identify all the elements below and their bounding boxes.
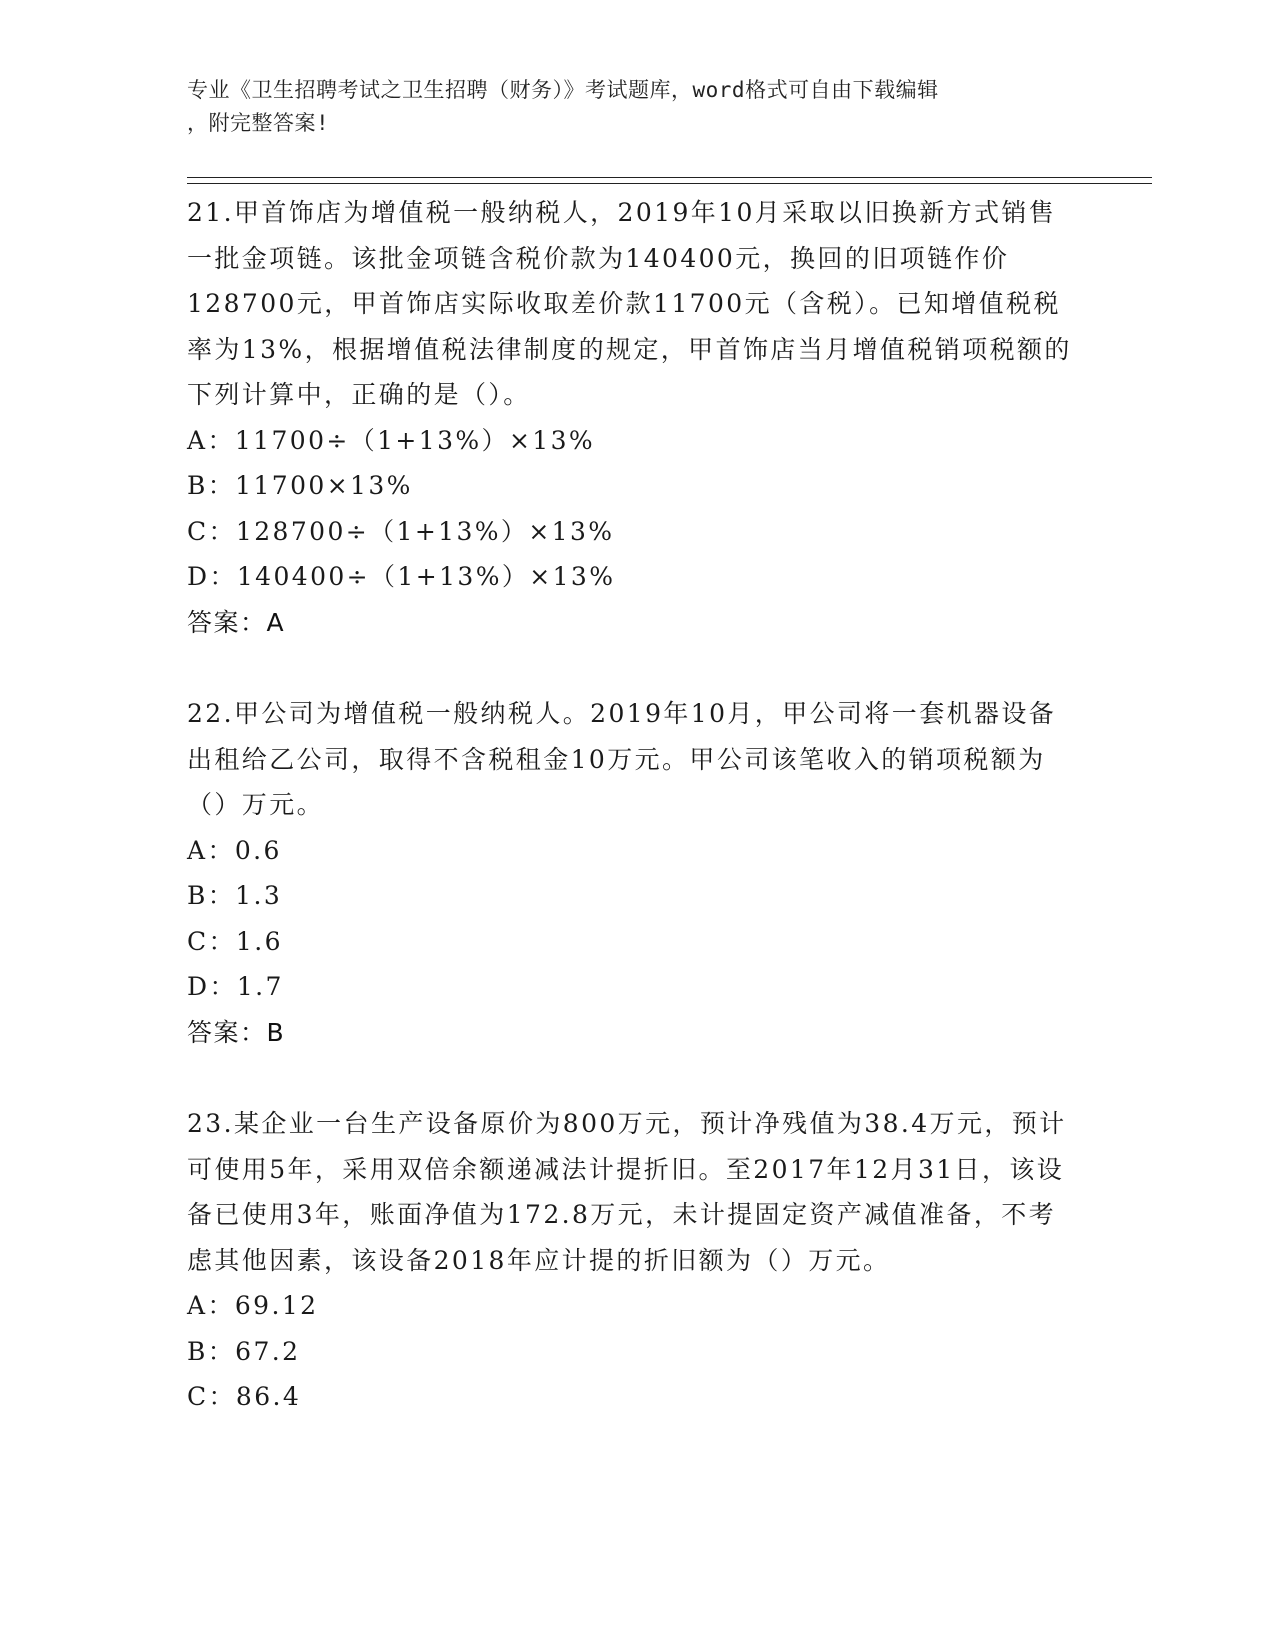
question-stem: 21.甲首饰店为增值税一般纳税人，2019年10月采取以旧换新方式销售一批金项链。该批金项链含税价款为140400元，换回的旧项链作价128700元，甲首饰店实际收取差价款11700元（含税）。已知增值税税率为13%，根据增值税法律制度的规定，甲首饰店当月增值税销项税额的下列计算中，正确的是（）。 <box>187 198 1072 409</box>
document-header <box>187 74 1087 140</box>
header-divider-top <box>187 177 1152 178</box>
option-b: B：67.2 <box>187 1336 301 1366</box>
option-d: D：1.7 <box>187 972 284 1001</box>
question-21 <box>187 190 1087 645</box>
question-23 <box>187 1101 1087 1420</box>
option-c: C：86.4 <box>187 1382 302 1411</box>
question-stem: 22.甲公司为增值税一般纳税人。2019年10月，甲公司将一套机器设备出租给乙公司，取得不含税租金10万元。甲公司该笔收入的销项税额为（）万元。 <box>187 699 1057 819</box>
option-b: B：1.3 <box>187 881 283 910</box>
question-22 <box>187 691 1087 1055</box>
header-title-line1: 专业《卫生招聘考试之卫生招聘（财务）》考试题库，word格式可自由下载编辑 <box>187 78 939 102</box>
option-a: A：11700÷（1+13%）×13% <box>187 425 596 455</box>
header-divider-bottom <box>187 183 1152 184</box>
option-c: C：1.6 <box>187 926 283 956</box>
answer-label: 答案：A <box>187 607 286 637</box>
option-b: B：11700×13% <box>187 471 413 500</box>
option-a: A：69.12 <box>187 1291 319 1320</box>
question-list <box>187 190 1087 1466</box>
option-c: C：128700÷（1+13%）×13% <box>187 516 615 546</box>
option-d: D：140400÷（1+13%）×13% <box>187 562 616 591</box>
answer-label: 答案：B <box>187 1017 286 1047</box>
option-a: A：0.6 <box>187 835 282 865</box>
header-title-line2: ，附完整答案! <box>187 111 330 135</box>
question-stem: 23.某企业一台生产设备原价为800万元，预计净残值为38.4万元，预计可使用5年，采用双倍余额递减法计提折旧。至2017年12月31日，该设备已使用3年，账面净值为172.8万元，未计提固定资产减值准备，不考虑其他因素，该设备2018年应计提的折旧额为（）万元。 <box>187 1109 1067 1275</box>
